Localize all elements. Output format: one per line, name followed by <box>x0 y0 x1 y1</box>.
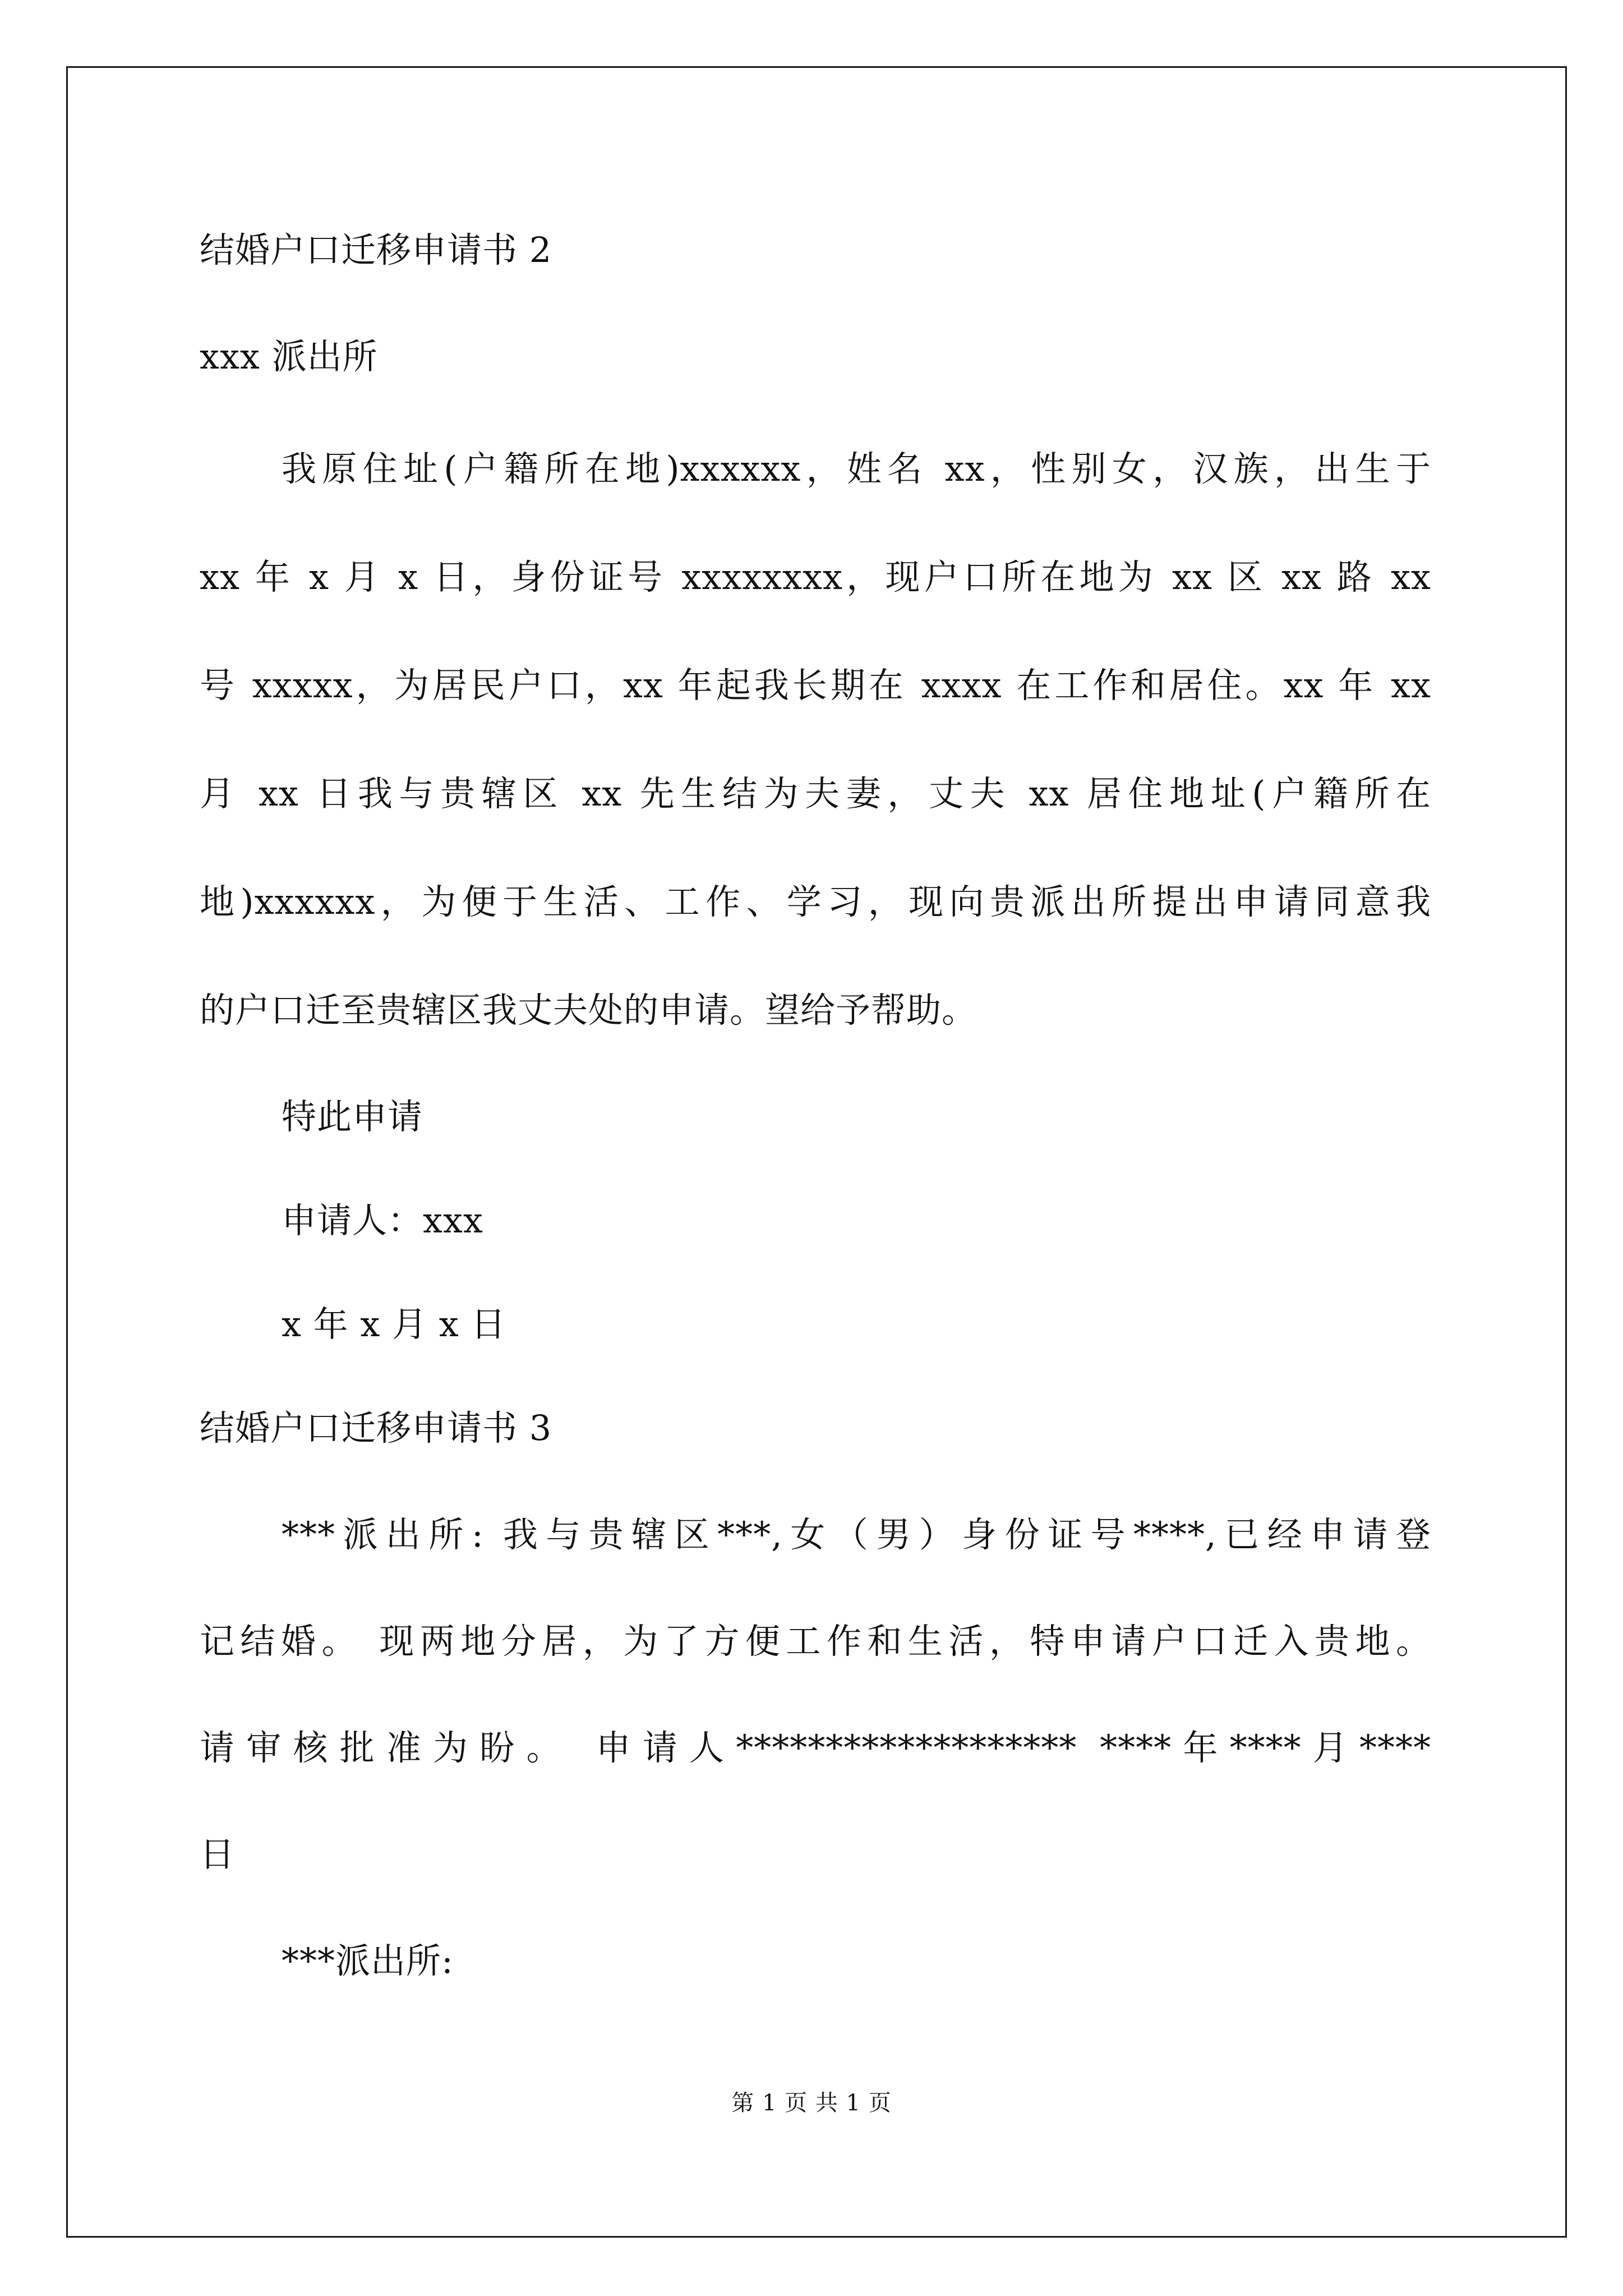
section2-body-line-3: 号 xxxxx，为居民户口，xx 年起我长期在 xxxx 在工作和居住。xx 年 xx <box>200 665 1431 706</box>
section3-body-line-2: 记结婚。 现两地分居，为了方便工作和生活，特申请户口迁入贵地。 <box>200 1621 1431 1662</box>
section3-addressee-repeat: ***派出所: <box>282 1940 454 1981</box>
section3-body-line-3: 请审核批准为盼。 申请人******************* ****年****月**** <box>200 1727 1431 1768</box>
section2-body-line-2: xx 年 x 月 x 日，身份证号 xxxxxxxx，现户口所在地为 xx 区 xx 路 xx <box>200 556 1431 597</box>
section2-addressee: xxx 派出所 <box>200 336 378 377</box>
section2-closing: 特此申请 <box>282 1096 423 1137</box>
section2-body-line-1: 我原住址(户籍所在地)xxxxxx，姓名 xx，性别女，汉族，出生于 <box>282 448 1431 489</box>
section2-applicant: 申请人：xxx <box>282 1200 483 1241</box>
page-border <box>66 66 1567 2238</box>
section2-body-line-6: 的户口迁至贵辖区我丈夫处的申请。望给予帮助。 <box>200 990 978 1030</box>
section2-title: 结婚户口迁移申请书 2 <box>200 229 552 270</box>
section2-body-line-5: 地)xxxxxx，为便于生活、工作、学习，现向贵派出所提出申请同意我 <box>200 881 1431 922</box>
section3-body-line-1: ***派出所: 我与贵辖区***,女（男）身份证号****,已经申请登 <box>282 1514 1431 1555</box>
section3-title: 结婚户口迁移申请书 3 <box>200 1407 552 1448</box>
section2-body-line-4: 月 xx 日我与贵辖区 xx 先生结为夫妻，丈夫 xx 居住地址(户籍所在 <box>200 773 1431 814</box>
section3-body-line-4: 日 <box>200 1834 236 1875</box>
section2-date: x 年 x 月 x 日 <box>282 1304 506 1345</box>
page-footer: 第 1 页 共 1 页 <box>731 2090 892 2116</box>
